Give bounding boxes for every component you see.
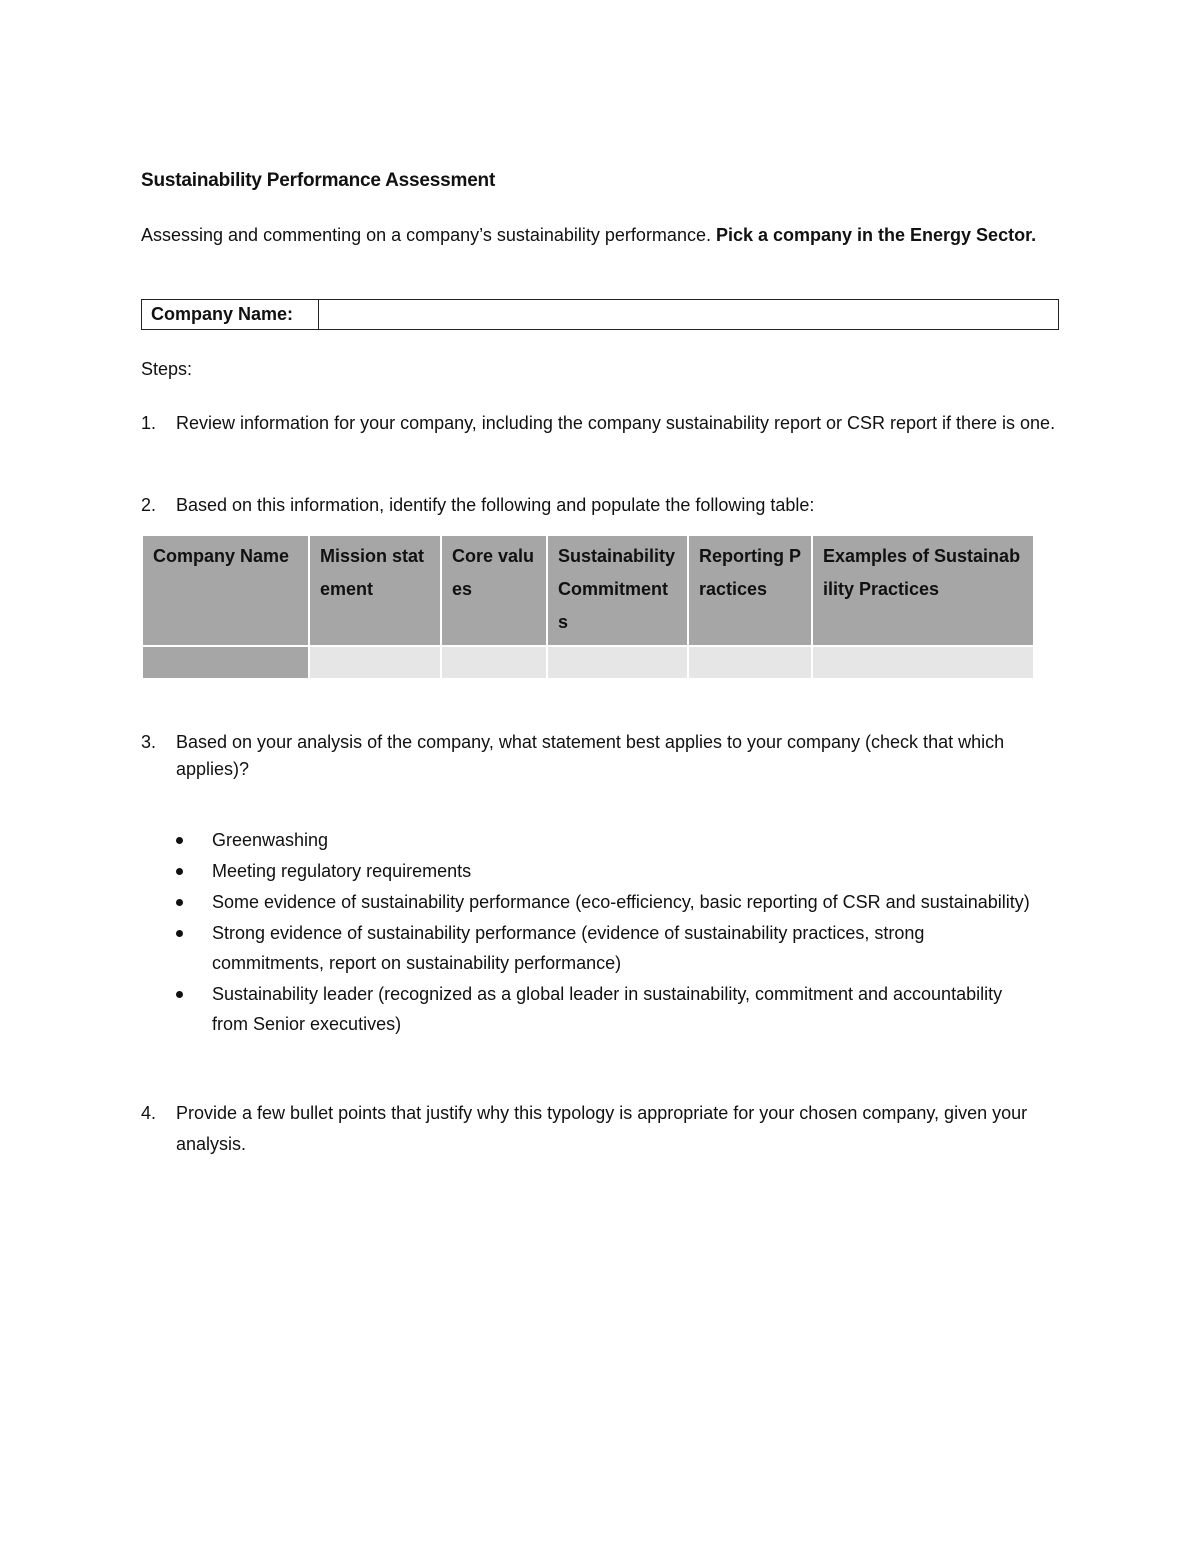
bullet-icon xyxy=(176,991,183,998)
page-title: Sustainability Performance Assessment xyxy=(141,170,496,191)
list-item[interactable] xyxy=(141,887,1041,917)
step-4 xyxy=(141,1098,1061,1160)
step-1 xyxy=(141,410,1061,437)
list-item[interactable] xyxy=(141,856,1041,886)
step-number: 1. xyxy=(141,413,157,433)
company-analysis-table xyxy=(141,534,1035,680)
intro-text: Assessing and commenting on a company’s sustainability performance. xyxy=(141,225,716,245)
table-cell[interactable] xyxy=(688,646,812,679)
table-header-row xyxy=(142,535,1034,646)
company-name-box xyxy=(141,299,1059,330)
header-sustainability-commitments: Sustainability Commitments xyxy=(547,535,688,646)
bullet-icon xyxy=(176,899,183,906)
table-cell[interactable] xyxy=(441,646,547,679)
typology-options-list xyxy=(141,825,1041,1040)
bullet-icon xyxy=(176,868,183,875)
list-item[interactable] xyxy=(141,979,1041,1039)
intro-bold-instruction: Pick a company in the Energy Sector. xyxy=(715,225,1037,245)
table-cell[interactable] xyxy=(812,646,1034,679)
header-sustainability-examples: Examples of Sustainability Practices xyxy=(812,535,1034,646)
list-item[interactable] xyxy=(141,918,1041,978)
step-text: Based on your analysis of the company, what statement best applies to your company (check that which applies)? xyxy=(176,732,1005,779)
option-text: Some evidence of sustainability performance (eco-efficiency, basic reporting of CSR and sustainability) xyxy=(212,892,1030,912)
step-2 xyxy=(141,492,1061,519)
company-name-field[interactable] xyxy=(319,300,1058,329)
bullet-icon xyxy=(176,930,183,937)
list-item[interactable] xyxy=(141,825,1041,855)
option-text: Meeting regulatory requirements xyxy=(212,861,472,881)
step-number: 2. xyxy=(141,495,157,515)
step-text: Based on this information, identify the following and populate the following table: xyxy=(176,495,815,515)
step-3 xyxy=(141,729,1061,783)
bullet-icon xyxy=(176,837,183,844)
step-text: Provide a few bullet points that justify why this typology is appropriate for your chosen company, given your analysis. xyxy=(176,1103,1028,1154)
table-cell[interactable] xyxy=(309,646,441,679)
step-number: 4. xyxy=(141,1103,157,1123)
steps-label: Steps: xyxy=(141,359,193,379)
header-mission-statement: Mission statement xyxy=(309,535,441,646)
header-reporting-practices: Reporting Practices xyxy=(688,535,812,646)
intro-paragraph xyxy=(141,222,1051,249)
header-company-name: Company Name xyxy=(142,535,309,646)
table-row xyxy=(142,646,1034,679)
option-text: Sustainability leader (recognized as a global leader in sustainability, commitment and accountability from Senior executives) xyxy=(212,984,1003,1034)
table-cell[interactable] xyxy=(142,646,309,679)
company-name-label: Company Name: xyxy=(142,300,319,329)
step-number: 3. xyxy=(141,732,157,752)
option-text: Strong evidence of sustainability performance (evidence of sustainability practices, strong commitments, report on sustainability performance) xyxy=(212,923,925,973)
option-text: Greenwashing xyxy=(212,830,329,850)
table-cell[interactable] xyxy=(547,646,688,679)
header-core-values: Core values xyxy=(441,535,547,646)
step-text: Review information for your company, including the company sustainability report or CSR report if there is one. xyxy=(176,413,1056,433)
